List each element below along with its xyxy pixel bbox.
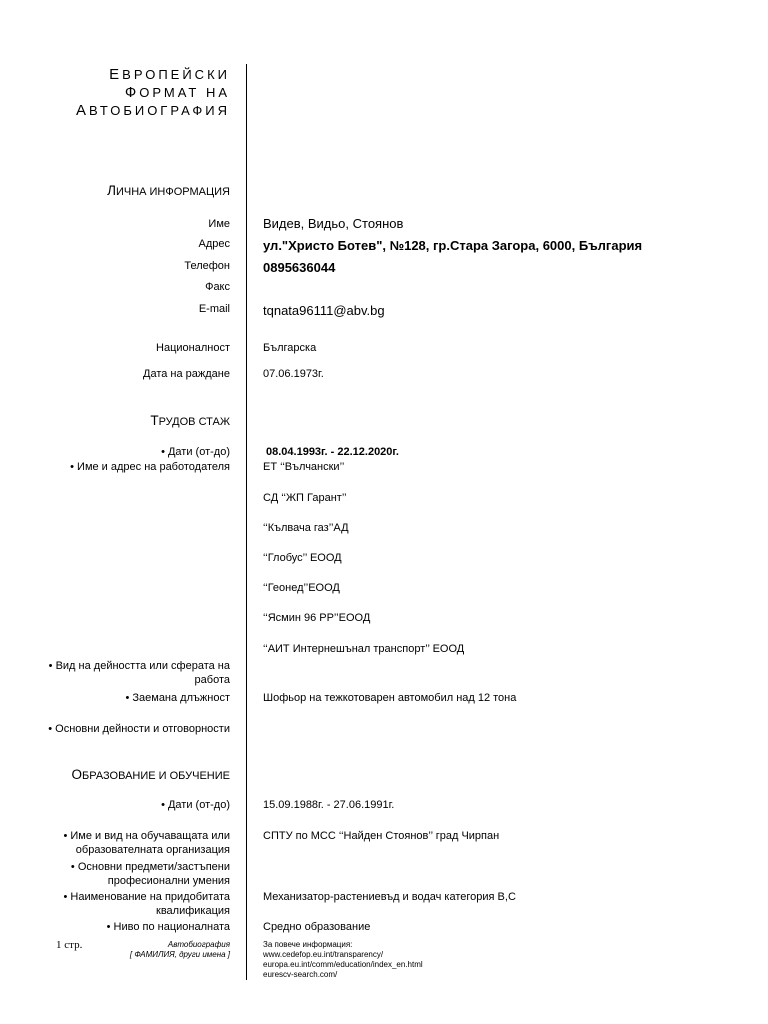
title-line-1: ЕВРОПЕЙСКИ <box>109 66 230 83</box>
footer-more-info <box>263 940 423 980</box>
activity-label <box>20 659 230 687</box>
title-line-2: ФОРМАТ НА <box>124 84 230 101</box>
position-label: • Заемана длъжност <box>125 692 230 704</box>
nationality-value: Българска <box>263 342 317 354</box>
activity-label-line-1: • Вид на дейността или сферата на <box>48 660 230 672</box>
work-dates-value: 08.04.1993г. - 22.12.2020г. <box>266 446 399 458</box>
birth-label: Дата на раждане <box>143 368 230 380</box>
vertical-divider <box>246 64 247 980</box>
phone-label: Телефон <box>184 260 230 272</box>
qualification-value: Механизатор-растениевъд и водач категория В,С <box>263 891 516 903</box>
email-label: E-mail <box>198 303 230 315</box>
footer-doc-info <box>130 940 230 960</box>
fax-label: Факс <box>205 281 230 293</box>
employer-1: ЕТ ‘‘Вълчански’’ <box>263 461 345 473</box>
subjects-label-line-1: • Основни предмети/застъпени <box>70 861 230 873</box>
document-title <box>76 66 230 120</box>
name-label: Име <box>208 218 230 230</box>
edu-dates-label: • Дати (от-до) <box>161 799 230 811</box>
footer-info-line-1: За повече информация: <box>263 940 353 949</box>
org-label-line-1: • Име и вид на обучаващата или <box>63 830 230 842</box>
employer-6: ‘‘Ясмин 96 РР’’ЕООД <box>263 612 371 624</box>
edu-dates-value: 15.09.1988г. - 27.06.1991г. <box>263 799 395 811</box>
position-value: Шофьор на тежкотоварен автомобил над 12 тона <box>263 692 517 704</box>
qualification-label <box>20 890 230 918</box>
subjects-label <box>20 860 230 888</box>
employer-label: • Име и адрес на работодателя <box>70 461 230 473</box>
level-label: • Ниво по националната <box>106 921 230 933</box>
footer-info-link-2[interactable]: europa.eu.int/comm/education/index_en.html <box>263 960 423 969</box>
employer-5: ‘‘Геонед’’ЕООД <box>263 582 340 594</box>
footer-info-link-3[interactable]: eurescv-search.com/ <box>263 970 338 979</box>
activity-label-line-2: работа <box>194 674 230 686</box>
footer-doc-line-1: Автобиография <box>167 940 230 949</box>
duties-label: • Основни дейности и отговорности <box>48 723 230 735</box>
employer-4: ‘‘Глобус’’ ЕООД <box>263 552 342 564</box>
org-value: СПТУ по МСС ‘‘Найден Стоянов’’ град Чирпан <box>263 830 500 842</box>
qualification-label-line-2: квалификация <box>156 905 230 917</box>
email-value: tqnata96111@abv.bg <box>263 303 385 318</box>
address-value: ул."Христо Ботев", №128, гр.Стара Загора, 6000, България <box>263 238 643 253</box>
birth-value: 07.06.1973г. <box>263 368 324 380</box>
subjects-label-line-2: професионални умения <box>107 875 230 887</box>
section-title-work: ТРУДОВ СТАЖ <box>150 413 230 428</box>
section-title-education: ОБРАЗОВАНИЕ И ОБУЧЕНИЕ <box>71 767 230 782</box>
footer-info-link-1[interactable]: www.cedefop.eu.int/transparency/ <box>263 950 384 959</box>
employer-2: СД ‘‘ЖП Гарант’’ <box>263 492 347 504</box>
employer-7: ‘‘АИТ Интернешънал транспорт’’ ЕООД <box>263 643 465 655</box>
phone-value: 0895636044 <box>263 260 336 275</box>
employer-3: ‘‘Кълвача газ’’АД <box>263 522 349 534</box>
section-title-personal: ЛИЧНА ИНФОРМАЦИЯ <box>107 183 230 198</box>
footer-doc-line-2: [ ФАМИЛИЯ, други имена ] <box>129 950 230 959</box>
title-line-3: АВТОБИОГРАФИЯ <box>76 102 230 119</box>
address-label: Адрес <box>198 238 230 250</box>
nationality-label: Националност <box>156 342 230 354</box>
level-value: Средно образование <box>263 921 371 933</box>
qualification-label-line-1: • Наименование на придобитата <box>63 891 230 903</box>
name-value: Видев, Видьо, Стоянов <box>263 216 404 231</box>
page-number: 1 стр. <box>56 939 83 951</box>
org-label <box>20 829 230 857</box>
work-dates-label: • Дати (от-до) <box>161 446 230 458</box>
org-label-line-2: образователната организация <box>75 844 230 856</box>
